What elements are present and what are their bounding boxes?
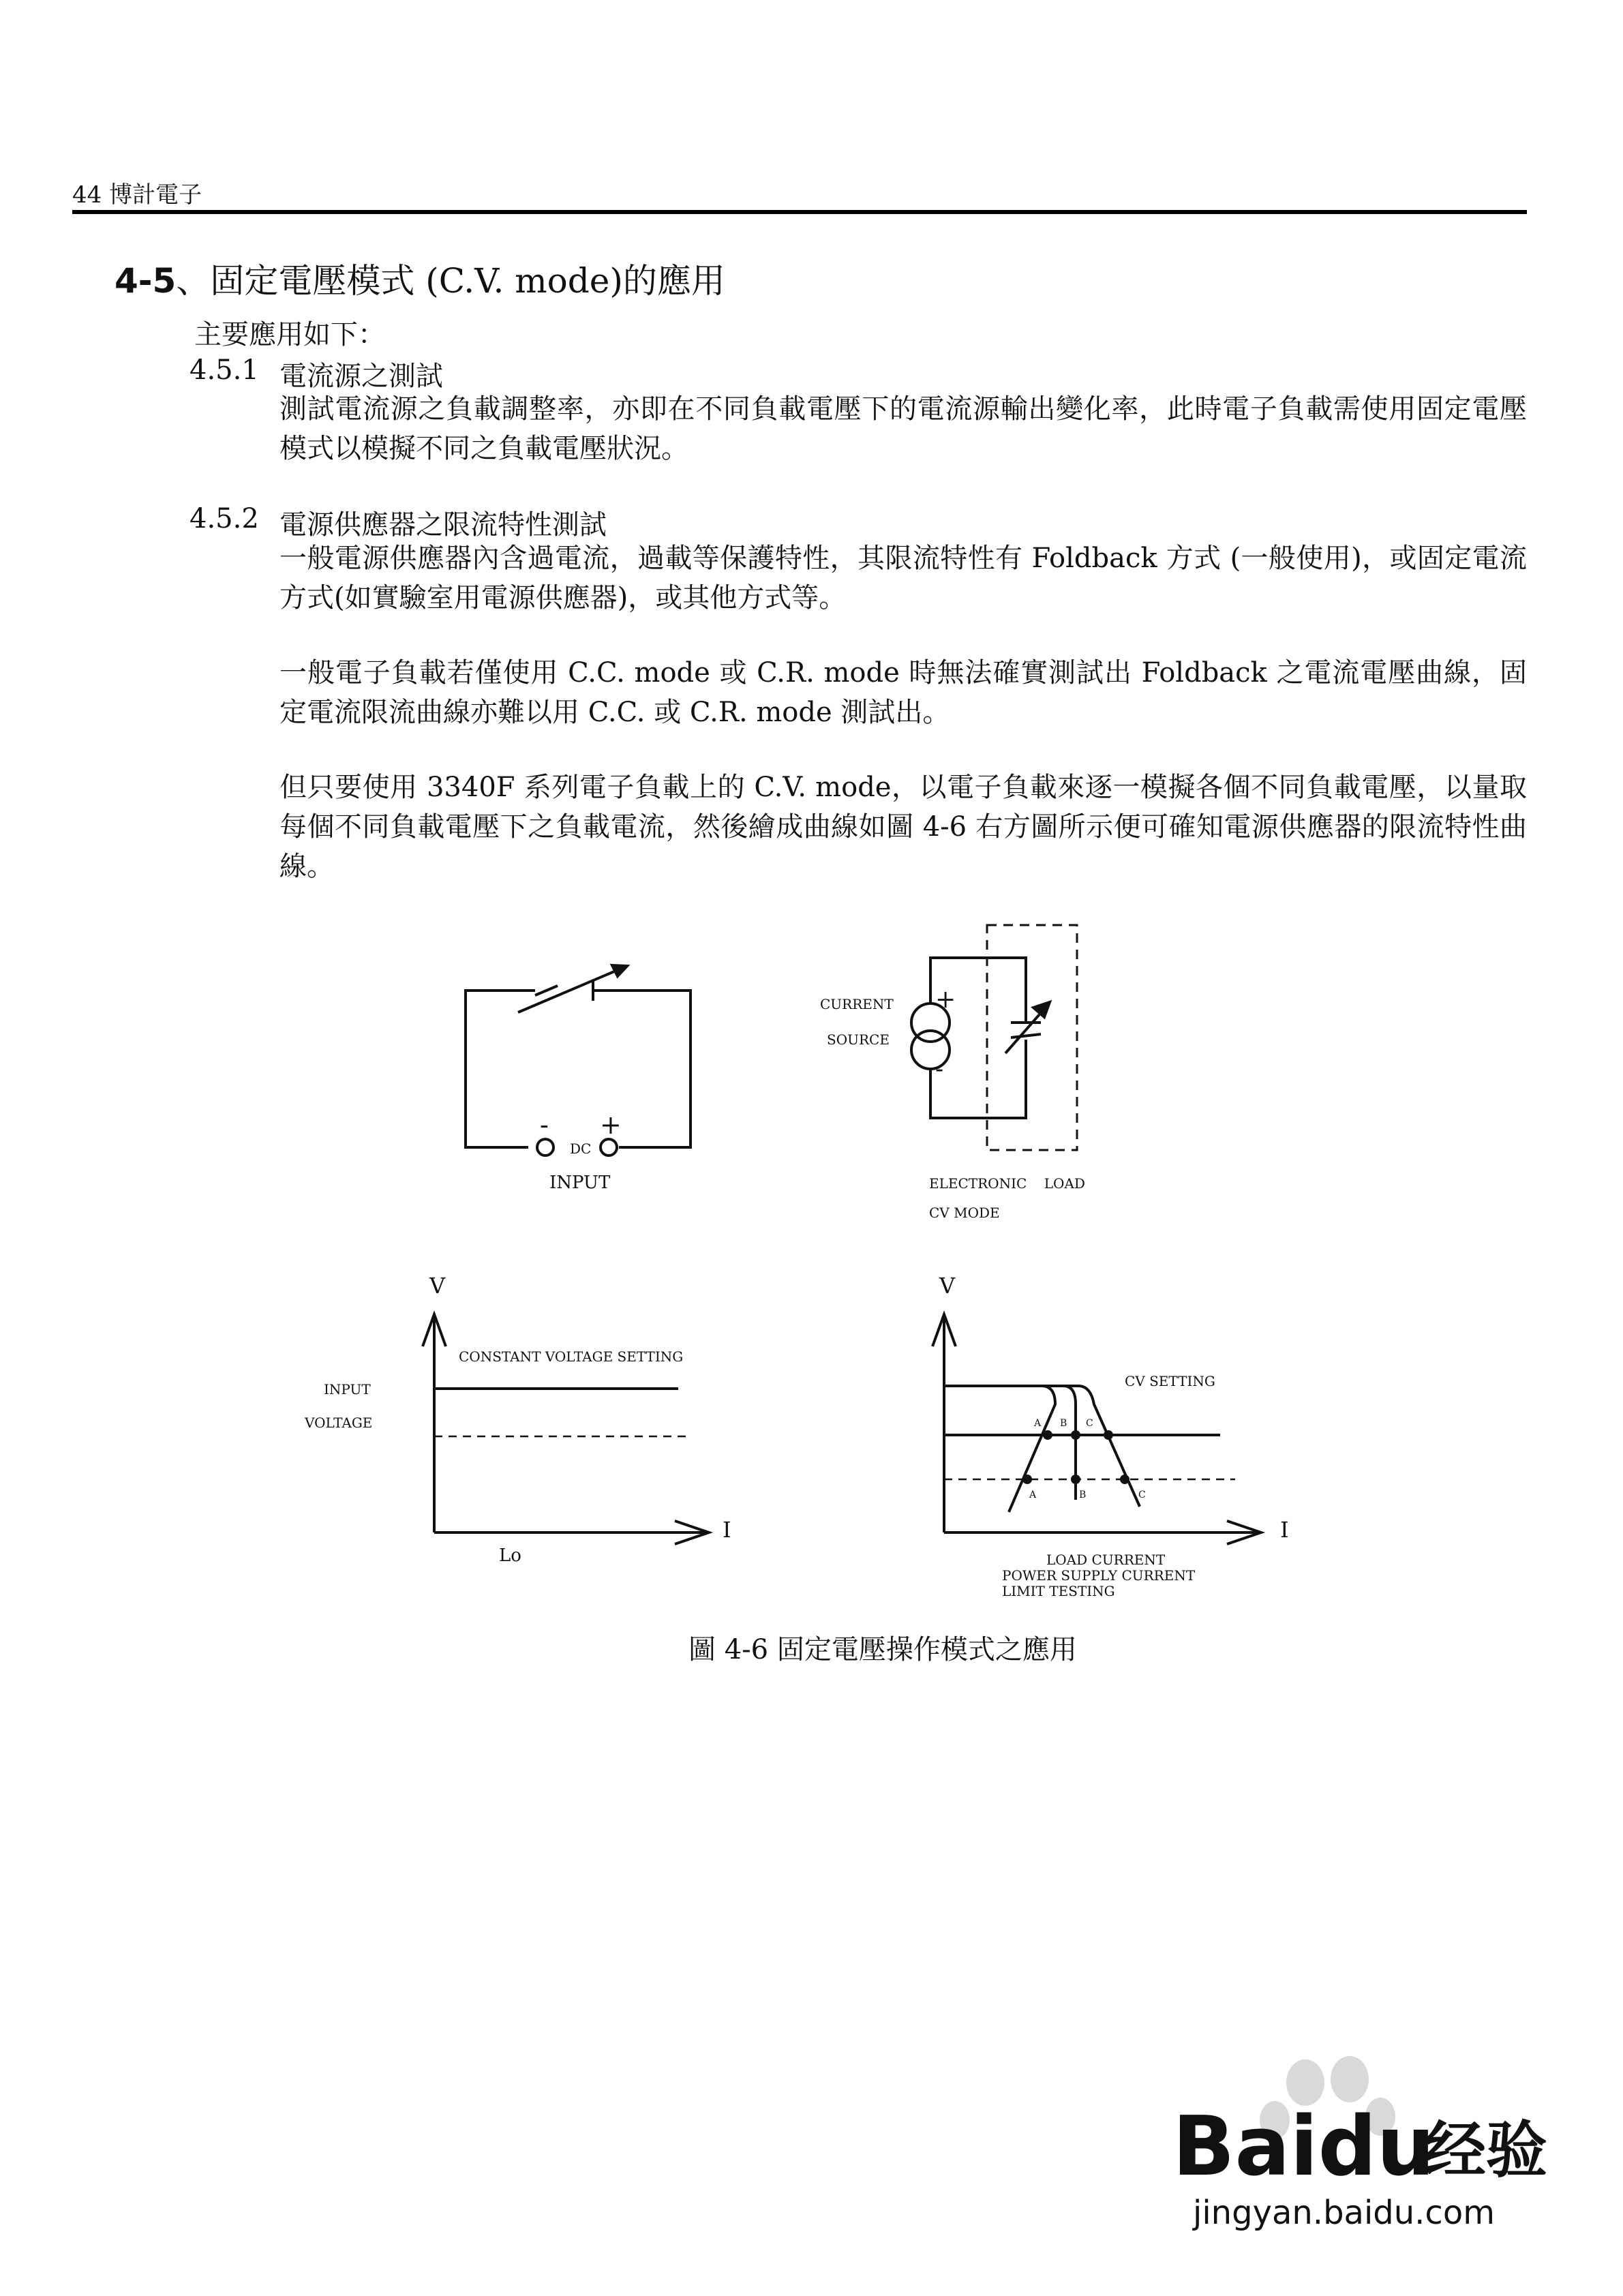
dc-label: DC — [570, 1141, 592, 1157]
item-heading: 電源供應器之限流特性測試 — [279, 509, 607, 541]
point-label: C — [1086, 1418, 1093, 1429]
item-paragraph: 一般電源供應器內含過電流，過載等保護特性，其限流特性有 Foldback 方式 (一般使用)，或固定電流方式(如實驗室用電源供應器)，或其他方式等。 — [279, 543, 1527, 614]
x-axis-caption: POWER SUPPLY CURRENT — [1002, 1567, 1196, 1584]
company-name: 博計電子 — [109, 181, 202, 209]
load-label: ELECTRONIC LOAD — [929, 1175, 1085, 1192]
setting-label: CV SETTING — [1125, 1373, 1215, 1389]
terminal-minus — [537, 1139, 553, 1155]
source-plus-label: + — [935, 986, 956, 1014]
y-axis-label: V — [429, 1273, 446, 1299]
current-source-circle — [911, 1031, 950, 1069]
x-axis-caption: LOAD CURRENT — [1046, 1552, 1166, 1568]
input-label: INPUT — [549, 1173, 611, 1193]
lo-label: Lo — [499, 1545, 521, 1566]
data-point — [1104, 1430, 1113, 1440]
watermark-product: 经验 — [1425, 2115, 1547, 2186]
section-number: 4-5 — [115, 261, 177, 301]
section-title-text: 固定電壓模式 (C.V. mode)的應用 — [210, 261, 725, 301]
input-voltage-label: VOLTAGE — [305, 1415, 373, 1431]
data-point — [1043, 1430, 1052, 1440]
y-axis-label: V — [939, 1273, 956, 1299]
baidu-watermark — [1152, 2052, 1561, 2243]
curve-b — [1042, 1386, 1076, 1500]
circuit-right — [911, 925, 1077, 1150]
intro-text: 主要應用如下： — [194, 319, 385, 350]
point-label: A — [1034, 1418, 1042, 1429]
variable-arrowhead — [1033, 1002, 1050, 1017]
terminal-minus-label: - — [540, 1110, 549, 1140]
capacitor-plate — [535, 986, 558, 995]
graph-right — [932, 1314, 1261, 1544]
item-heading: 電流源之測試 — [279, 361, 443, 392]
terminal-plus — [601, 1139, 617, 1155]
foldback-curve-a — [944, 1386, 1055, 1512]
section-separator: 、 — [176, 261, 211, 301]
circuit-left — [466, 965, 691, 1155]
source-minus-label: - — [935, 1055, 944, 1083]
capacitor-plate — [1011, 1034, 1041, 1038]
x-axis-label: I — [723, 1517, 731, 1543]
watermark-brand: Baidu — [1172, 2100, 1435, 2194]
point-label: C — [1138, 1490, 1146, 1500]
item-number: 4.5.1 — [189, 354, 259, 386]
page-number: 44 — [72, 181, 102, 209]
input-voltage-label: INPUT — [324, 1381, 371, 1398]
variable-arrowhead — [612, 965, 627, 976]
x-axis-caption: LIMIT TESTING — [1002, 1583, 1115, 1599]
cv-mode-label: CV MODE — [929, 1205, 1000, 1221]
source-label: SOURCE — [827, 1031, 890, 1048]
item-number: 4.5.2 — [189, 503, 259, 534]
data-point — [1071, 1430, 1080, 1440]
setting-label: CONSTANT VOLTAGE SETTING — [459, 1348, 684, 1365]
source-label: CURRENT — [820, 996, 894, 1012]
x-axis-label: I — [1280, 1517, 1289, 1543]
data-point — [1022, 1475, 1032, 1484]
item-paragraph: 一般電子負載若僅使用 C.C. mode 或 C.R. mode 時無法確實測試出 Foldback 之電流電壓曲線，固定電流限流曲線亦難以用 C.C. 或 C.R. mode 測試出。 — [279, 657, 1527, 728]
terminal-plus-label: + — [600, 1110, 622, 1140]
watermark-url: jingyan.baidu.com — [1193, 2194, 1495, 2232]
item-paragraph: 但只要使用 3340F 系列電子負載上的 C.V. mode，以電子負載來逐一模擬各個不同負載電壓，以量取每個不同負載電壓下之負載電流，然後繪成曲線如圖 4-6 右方圖所示便可確知電源供應器的限流特性曲線。 — [279, 772, 1527, 882]
point-label: A — [1029, 1490, 1037, 1500]
circuit-wire — [466, 991, 535, 1147]
item-paragraph: 測試電流源之負載調整率，亦即在不同負載電壓下的電流源輸出變化率，此時電子負載需使用固定電壓模式以模擬不同之負載電壓狀況。 — [279, 393, 1527, 464]
circuit-wire — [930, 1040, 1026, 1118]
data-point — [1071, 1475, 1080, 1484]
point-label: B — [1079, 1490, 1087, 1500]
point-label: B — [1060, 1418, 1067, 1429]
figure-caption: 圖 4-6 固定電壓操作模式之應用 — [688, 1634, 1077, 1665]
data-point — [1120, 1475, 1129, 1484]
